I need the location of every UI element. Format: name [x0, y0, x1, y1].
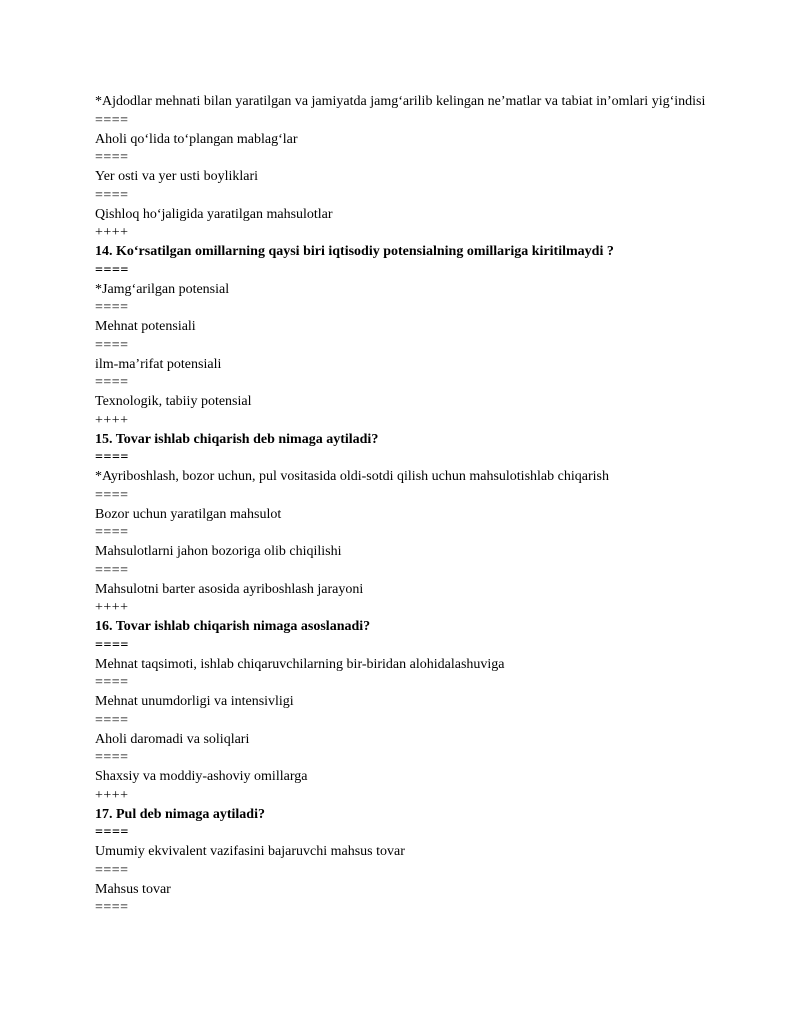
answer-option: Mahsulotlarni jahon bozoriga olib chiqilishi — [95, 544, 342, 559]
separator-line: ==== — [95, 750, 129, 766]
question-text: 17. Pul deb nimaga aytiladi? — [95, 806, 265, 822]
separator-line: ==== — [95, 712, 129, 728]
answer-option: Mehnat taqsimoti, ishlab chiqaruvchilarning bir-biridan alohidalashuviga — [95, 656, 505, 672]
separator-line: ==== — [95, 262, 129, 278]
separator-line: ++++ — [95, 600, 129, 616]
answer-option: Aholi daromadi va soliqlari — [95, 731, 250, 747]
answer-option: *Ajdodlar mehnati bilan yaratilgan va jamiyatda jamg‘arilib kelingan ne’matlar va tabiat in’omlari yig‘indisi — [95, 94, 706, 109]
answer-option: *Jamg‘arilgan potensial — [95, 281, 230, 297]
answer-option: Yer osti va yer usti boyliklari — [95, 169, 259, 184]
separator-line: ==== — [95, 487, 129, 503]
question-text: 14. Ko‘rsatilgan omillarning qaysi biri iqtisodiy potensialning omillariga kiritilmaydi ? — [95, 244, 614, 259]
separator-line: ==== — [95, 450, 129, 466]
answer-option: ilm-ma’rifat potensiali — [95, 356, 222, 372]
separator-line: ++++ — [95, 412, 129, 428]
answer-option: Mahsulotni barter asosida ayriboshlash jarayoni — [95, 581, 364, 597]
separator-line: ++++ — [95, 787, 129, 803]
separator-line: ==== — [95, 637, 129, 653]
answer-option: Qishloq ho‘jaligida yaratilgan mahsulotlar — [95, 206, 333, 222]
separator-line: ==== — [95, 562, 129, 578]
separator-line: ==== — [95, 300, 129, 316]
answer-option: Shaxsiy va moddiy-ashoviy omillarga — [95, 769, 308, 784]
separator-line: ==== — [95, 525, 129, 541]
document-page — [95, 93, 715, 918]
separator-line: ==== — [95, 337, 129, 353]
separator-line: ==== — [95, 675, 129, 691]
separator-line: ==== — [95, 150, 129, 166]
separator-line: ==== — [95, 112, 129, 128]
answer-option: Mehnat unumdorligi va intensivligi — [95, 694, 294, 709]
answer-option: Mehnat potensiali — [95, 319, 196, 334]
separator-line: ==== — [95, 862, 129, 878]
separator-line: ==== — [95, 375, 129, 391]
answer-option: *Ayriboshlash, bozor uchun, pul vositasida oldi-sotdi qilish uchun mahsulotishlab chiqarish — [95, 469, 609, 484]
answer-option: Bozor uchun yaratilgan mahsulot — [95, 506, 282, 522]
separator-line: ==== — [95, 900, 129, 916]
answer-option: Mahsus tovar — [95, 881, 171, 897]
separator-line: ==== — [95, 187, 129, 203]
question-text: 15. Tovar ishlab chiqarish deb nimaga aytiladi? — [95, 431, 379, 447]
answer-option: Aholi qo‘lida to‘plangan mablag‘lar — [95, 131, 298, 147]
answer-option: Umumiy ekvivalent vazifasini bajaruvchi mahsus tovar — [95, 844, 405, 859]
separator-line: ==== — [95, 825, 129, 841]
question-text: 16. Tovar ishlab chiqarish nimaga asoslanadi? — [95, 619, 371, 634]
separator-line: ++++ — [95, 225, 129, 241]
answer-option: Texnologik, tabiiy potensial — [95, 394, 252, 409]
